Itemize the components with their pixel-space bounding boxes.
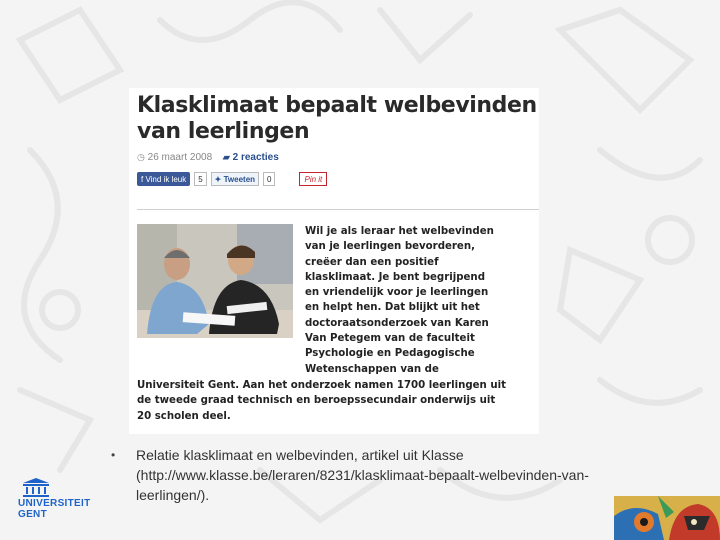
- facebook-icon: f: [141, 174, 146, 184]
- bullet-marker: •: [111, 448, 116, 462]
- intro-line: en helpt hen. Dat blijkt uit het: [305, 302, 480, 314]
- intro-line: Universiteit Gent. Aan het onderzoek namen 1700 leerlingen uit: [137, 380, 506, 391]
- article-title: [137, 93, 537, 145]
- ugent-logo: [18, 478, 91, 520]
- intro-line: en vriendelijk voor je leerlingen: [305, 287, 489, 299]
- slide-caption: [136, 445, 676, 505]
- intro-line: doctoraatsonderzoek van Karen: [305, 317, 489, 329]
- intro-line: Psychologie en Pedagogische: [305, 348, 475, 360]
- caption-line: Relatie klasklimaat en welbevinden, artikel uit Klasse: [136, 447, 464, 463]
- share-bar: [137, 172, 327, 186]
- facebook-like-label: Vind ik leuk: [145, 174, 187, 184]
- article-intro: [305, 224, 530, 377]
- article-meta: [137, 152, 279, 163]
- intro-line: de tweede graad technisch en beroepssecundair onderwijs uit: [137, 395, 496, 407]
- tweet-label: Tweeten: [223, 174, 256, 184]
- facebook-like-count: 5: [194, 172, 206, 186]
- intro-line: 20 scholen deel.: [137, 410, 231, 422]
- intro-line: van je leerlingen bevorderen,: [305, 241, 475, 253]
- university-emblem-icon: [22, 478, 50, 498]
- caption-line: (http://www.klasse.be/leraren/8231/klasklimaat-bepaalt-welbevinden-van-: [136, 467, 589, 483]
- classroom-photo: [137, 224, 293, 338]
- facebook-like-button[interactable]: [137, 172, 190, 186]
- tweet-button[interactable]: [211, 172, 259, 186]
- clock-icon: ◷: [137, 152, 145, 162]
- pinterest-pin-button[interactable]: Pin it: [299, 172, 327, 186]
- intro-line: Van Petegem van de faculteit: [305, 333, 475, 345]
- corner-illustration: [614, 496, 720, 540]
- article-date: 26 maart 2008: [147, 152, 213, 163]
- logo-line: GENT: [18, 509, 47, 520]
- logo-line: UNIVERSITEIT: [18, 498, 91, 509]
- caption-line: leerlingen/).: [136, 487, 210, 503]
- article-title-line: van leerlingen: [137, 119, 310, 144]
- comments-count: 2 reacties: [232, 152, 279, 163]
- intro-line: klasklimaat. Je bent begrijpend: [305, 271, 485, 283]
- intro-line: Wetenschappen van de: [305, 363, 439, 375]
- article-screenshot: [129, 88, 539, 434]
- tweet-count: 0: [263, 172, 275, 186]
- speech-bubble-icon: ▰: [222, 152, 230, 162]
- comments-link[interactable]: [223, 152, 279, 163]
- divider: [137, 209, 539, 210]
- twitter-bird-icon: ✦: [214, 174, 224, 184]
- intro-line: Wil je als leraar het welbevinden: [305, 226, 494, 237]
- article-title-line: Klasklimaat bepaalt welbevinden: [137, 93, 537, 118]
- intro-line: creëer dan een positief: [305, 256, 439, 268]
- article-intro-continued: [137, 378, 532, 424]
